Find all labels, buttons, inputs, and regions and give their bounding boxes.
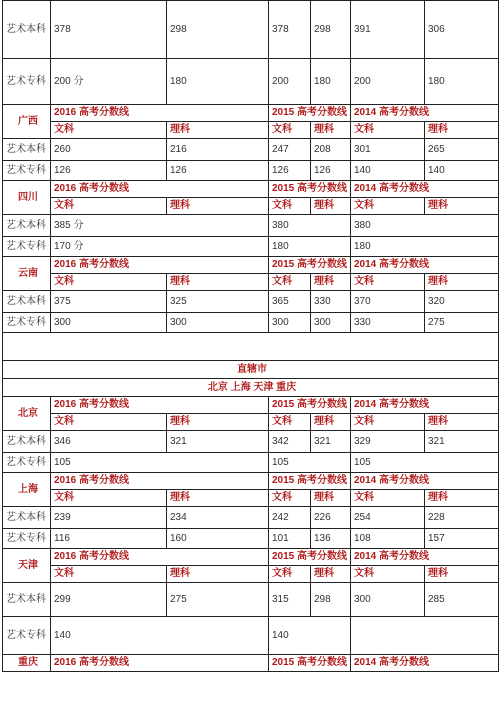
table-row — [3, 1, 499, 59]
subject-header: 文科 — [269, 122, 311, 139]
table-row — [3, 473, 499, 490]
score-cell: 300 — [269, 313, 311, 333]
table-row — [3, 566, 499, 583]
table-row — [3, 361, 499, 379]
score-cell: 300 — [311, 313, 351, 333]
score-cell: 140 — [51, 617, 269, 655]
score-cell: 321 — [167, 431, 269, 453]
score-cell — [351, 617, 499, 655]
year-header: 2016 高考分数线 — [51, 257, 269, 274]
score-cell: 321 — [311, 431, 351, 453]
score-cell: 380 — [351, 215, 499, 237]
table-row — [3, 105, 499, 122]
subject-header: 文科 — [351, 490, 425, 507]
score-cell: 226 — [311, 507, 351, 529]
score-cell: 180 — [269, 237, 351, 257]
category-label: 艺术专科 — [3, 59, 51, 105]
category-label: 艺术专科 — [3, 529, 51, 549]
subject-header: 文科 — [351, 566, 425, 583]
score-cell: 180 — [167, 59, 269, 105]
year-header: 2016 高考分数线 — [51, 655, 269, 672]
subject-header: 理科 — [425, 414, 499, 431]
category-label: 艺术本科 — [3, 215, 51, 237]
category-label: 艺术本科 — [3, 431, 51, 453]
subject-header: 理科 — [425, 490, 499, 507]
score-table — [2, 0, 499, 672]
table-row — [3, 59, 499, 105]
table-row — [3, 414, 499, 431]
score-cell: 378 — [51, 1, 167, 59]
subject-header: 理科 — [425, 122, 499, 139]
table-row — [3, 257, 499, 274]
score-cell: 254 — [351, 507, 425, 529]
score-cell: 101 — [269, 529, 311, 549]
subject-header: 文科 — [51, 274, 167, 291]
score-cell: 298 — [311, 1, 351, 59]
table-row — [3, 333, 499, 361]
score-cell: 234 — [167, 507, 269, 529]
score-cell: 140 — [269, 617, 351, 655]
table-row — [3, 397, 499, 414]
score-cell: 105 — [269, 453, 351, 473]
subject-header: 理科 — [425, 198, 499, 215]
table-row — [3, 583, 499, 617]
category-label: 艺术专科 — [3, 237, 51, 257]
subject-header: 文科 — [51, 490, 167, 507]
subject-header: 理科 — [311, 490, 351, 507]
score-cell: 180 — [311, 59, 351, 105]
score-cell: 329 — [351, 431, 425, 453]
year-header: 2014 高考分数线 — [351, 397, 499, 414]
subject-header: 理科 — [167, 122, 269, 139]
score-cell: 140 — [425, 161, 499, 181]
score-cell: 385 分 — [51, 215, 269, 237]
table-row — [3, 161, 499, 181]
score-cell: 391 — [351, 1, 425, 59]
score-cell: 330 — [311, 291, 351, 313]
table-row — [3, 139, 499, 161]
subject-header: 文科 — [269, 566, 311, 583]
category-label: 艺术专科 — [3, 161, 51, 181]
score-cell: 200 — [269, 59, 311, 105]
year-header: 2016 高考分数线 — [51, 181, 269, 198]
year-header: 2016 高考分数线 — [51, 549, 269, 566]
table-row — [3, 198, 499, 215]
score-cell: 208 — [311, 139, 351, 161]
score-cell: 247 — [269, 139, 311, 161]
subject-header: 理科 — [311, 566, 351, 583]
score-cell: 116 — [51, 529, 167, 549]
subject-header: 理科 — [311, 122, 351, 139]
score-cell: 160 — [167, 529, 269, 549]
year-header: 2015 高考分数线 — [269, 105, 351, 122]
score-cell: 365 — [269, 291, 311, 313]
subject-header: 文科 — [51, 198, 167, 215]
score-cell: 136 — [311, 529, 351, 549]
table-row — [3, 617, 499, 655]
table-row — [3, 122, 499, 139]
table-row — [3, 549, 499, 566]
table-row — [3, 181, 499, 198]
subject-header: 文科 — [269, 198, 311, 215]
subject-header: 理科 — [167, 198, 269, 215]
score-cell: 126 — [269, 161, 311, 181]
section-subtitle: 北京 上海 天津 重庆 — [3, 379, 499, 397]
category-label: 艺术本科 — [3, 139, 51, 161]
score-cell: 300 — [51, 313, 167, 333]
section-title: 直辖市 — [3, 361, 499, 379]
score-cell: 140 — [351, 161, 425, 181]
score-cell: 378 — [269, 1, 311, 59]
score-cell: 275 — [167, 583, 269, 617]
table-row — [3, 237, 499, 257]
year-header: 2014 高考分数线 — [351, 549, 499, 566]
subject-header: 文科 — [51, 414, 167, 431]
year-header: 2016 高考分数线 — [51, 397, 269, 414]
subject-header: 文科 — [51, 566, 167, 583]
table-row — [3, 379, 499, 397]
score-cell: 380 — [269, 215, 351, 237]
score-cell: 275 — [425, 313, 499, 333]
year-header: 2015 高考分数线 — [269, 257, 351, 274]
category-label: 艺术本科 — [3, 507, 51, 529]
score-cell: 126 — [311, 161, 351, 181]
year-header: 2014 高考分数线 — [351, 181, 499, 198]
year-header: 2015 高考分数线 — [269, 655, 351, 672]
score-cell: 298 — [167, 1, 269, 59]
score-cell: 299 — [51, 583, 167, 617]
score-cell: 306 — [425, 1, 499, 59]
score-cell: 300 — [167, 313, 269, 333]
province-name: 四川 — [3, 181, 51, 215]
year-header: 2015 高考分数线 — [269, 473, 351, 490]
table-row — [3, 215, 499, 237]
score-cell: 228 — [425, 507, 499, 529]
score-cell: 200 — [351, 59, 425, 105]
year-header: 2014 高考分数线 — [351, 105, 499, 122]
score-cell: 105 — [51, 453, 269, 473]
province-name: 广西 — [3, 105, 51, 139]
year-header: 2015 高考分数线 — [269, 549, 351, 566]
subject-header: 理科 — [167, 414, 269, 431]
year-header: 2015 高考分数线 — [269, 397, 351, 414]
score-cell: 298 — [311, 583, 351, 617]
table-row — [3, 490, 499, 507]
subject-header: 文科 — [351, 274, 425, 291]
year-header: 2014 高考分数线 — [351, 473, 499, 490]
score-cell: 126 — [167, 161, 269, 181]
score-cell: 301 — [351, 139, 425, 161]
category-label: 艺术专科 — [3, 313, 51, 333]
province-name: 重庆 — [3, 655, 51, 672]
score-cell: 321 — [425, 431, 499, 453]
subject-header: 文科 — [269, 274, 311, 291]
subject-header: 理科 — [311, 198, 351, 215]
subject-header: 文科 — [351, 414, 425, 431]
score-cell: 170 分 — [51, 237, 269, 257]
subject-header: 理科 — [425, 274, 499, 291]
category-label: 艺术专科 — [3, 617, 51, 655]
category-label: 艺术本科 — [3, 291, 51, 313]
category-label: 艺术专科 — [3, 453, 51, 473]
score-cell: 180 — [425, 59, 499, 105]
table-row — [3, 431, 499, 453]
score-cell: 375 — [51, 291, 167, 313]
table-row — [3, 529, 499, 549]
subject-header: 理科 — [311, 414, 351, 431]
score-cell: 346 — [51, 431, 167, 453]
year-header: 2014 高考分数线 — [351, 257, 499, 274]
table-row — [3, 274, 499, 291]
year-header: 2016 高考分数线 — [51, 473, 269, 490]
province-name: 天津 — [3, 549, 51, 583]
table-row — [3, 507, 499, 529]
score-cell: 320 — [425, 291, 499, 313]
score-cell: 330 — [351, 313, 425, 333]
subject-header: 理科 — [425, 566, 499, 583]
province-name: 云南 — [3, 257, 51, 291]
score-cell: 242 — [269, 507, 311, 529]
score-cell: 265 — [425, 139, 499, 161]
score-cell: 105 — [351, 453, 499, 473]
year-header: 2016 高考分数线 — [51, 105, 269, 122]
table-row — [3, 453, 499, 473]
score-cell: 108 — [351, 529, 425, 549]
subject-header: 文科 — [269, 490, 311, 507]
table-row — [3, 313, 499, 333]
year-header: 2015 高考分数线 — [269, 181, 351, 198]
score-cell: 126 — [51, 161, 167, 181]
score-cell: 370 — [351, 291, 425, 313]
score-cell: 239 — [51, 507, 167, 529]
score-cell: 180 — [351, 237, 499, 257]
score-cell: 300 — [351, 583, 425, 617]
province-name: 上海 — [3, 473, 51, 507]
subject-header: 理科 — [167, 566, 269, 583]
score-cell: 342 — [269, 431, 311, 453]
score-cell: 325 — [167, 291, 269, 313]
score-cell: 285 — [425, 583, 499, 617]
province-name: 北京 — [3, 397, 51, 431]
category-label: 艺术本科 — [3, 583, 51, 617]
subject-header: 理科 — [167, 274, 269, 291]
score-cell: 200 分 — [51, 59, 167, 105]
subject-header: 文科 — [269, 414, 311, 431]
year-header: 2014 高考分数线 — [351, 655, 499, 672]
score-cell: 260 — [51, 139, 167, 161]
subject-header: 理科 — [167, 490, 269, 507]
subject-header: 文科 — [351, 122, 425, 139]
subject-header: 理科 — [311, 274, 351, 291]
subject-header: 文科 — [351, 198, 425, 215]
table-row — [3, 655, 499, 672]
subject-header: 文科 — [51, 122, 167, 139]
score-cell: 315 — [269, 583, 311, 617]
score-cell: 216 — [167, 139, 269, 161]
category-label: 艺术本科 — [3, 1, 51, 59]
score-cell: 157 — [425, 529, 499, 549]
blank-row — [3, 333, 499, 361]
table-row — [3, 291, 499, 313]
